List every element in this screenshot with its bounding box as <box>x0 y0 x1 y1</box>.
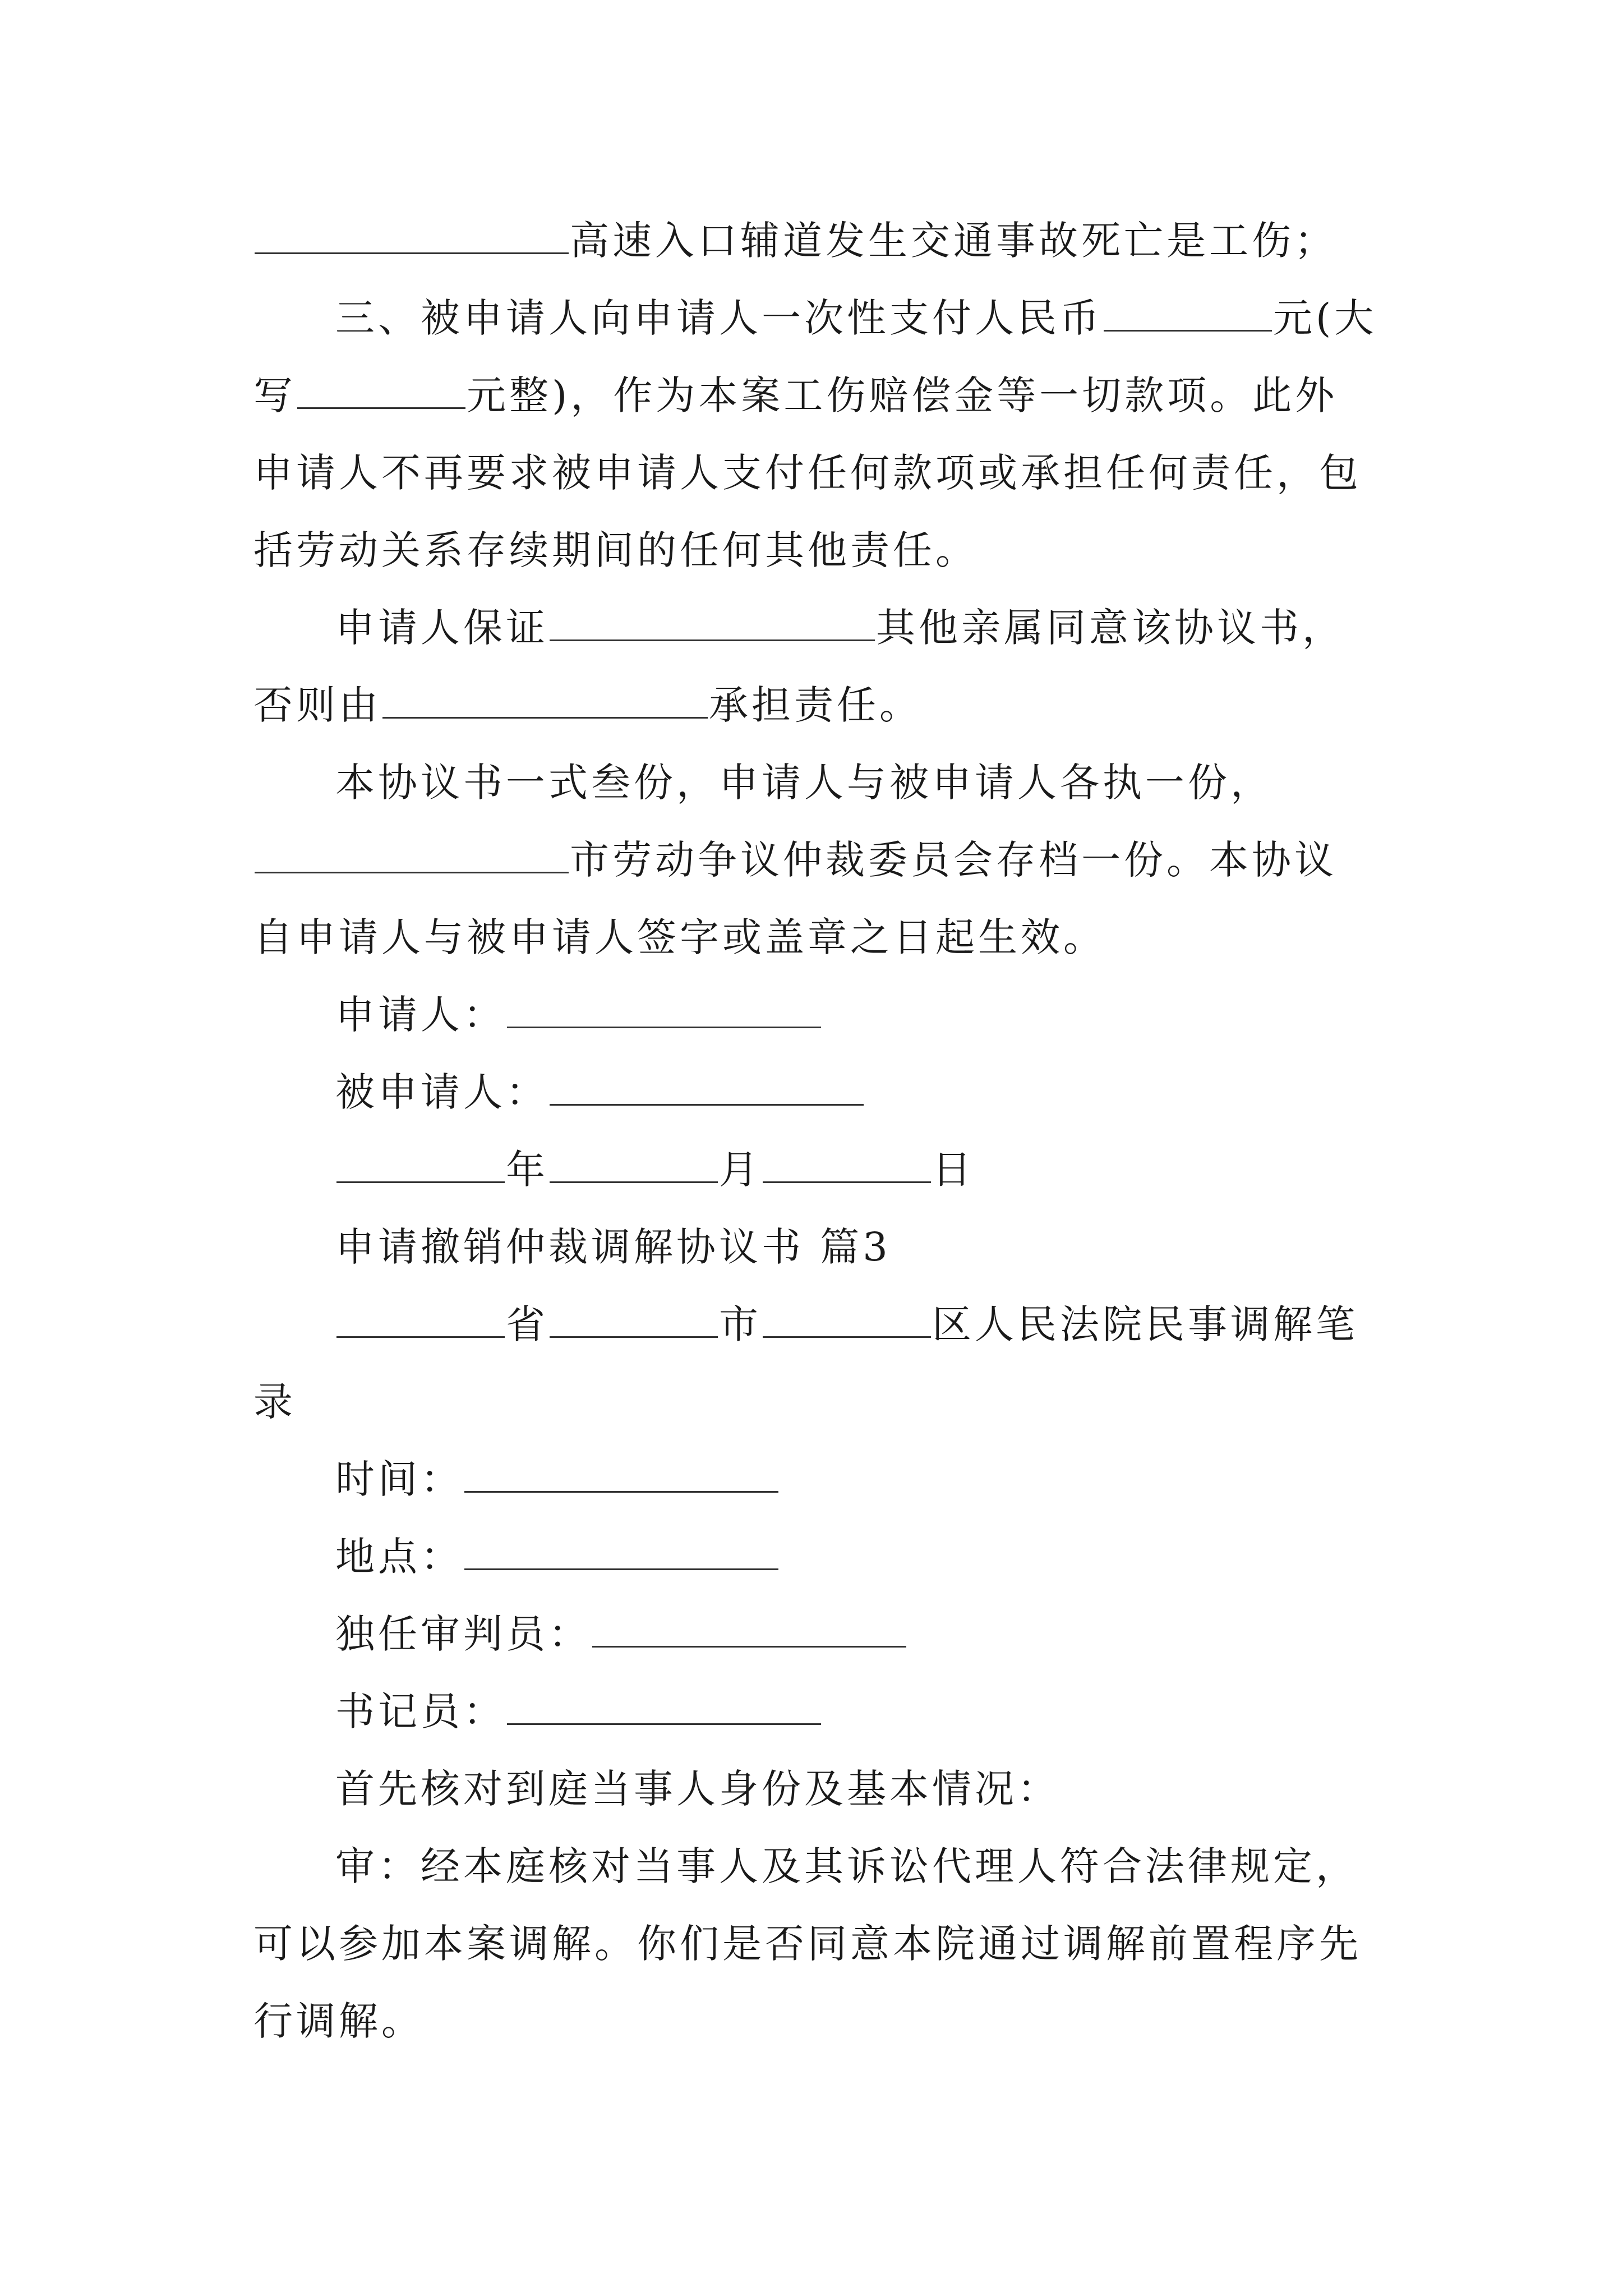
court-line: 省 市 区人民法院民事调解笔 <box>253 1286 1386 1363</box>
text-line-6: 申请人保证 其他亲属同意该协议书， <box>253 589 1386 666</box>
text-line-5: 括劳动关系存续期间的任何其他责任。 <box>253 527 978 573</box>
blank-amount-uppercase[interactable] <box>297 364 465 409</box>
text-line-3: 写 元整)，作为本案工伤赔偿金等一切款项。此外 <box>253 357 1386 434</box>
place-line: 地点： <box>253 1518 1386 1595</box>
text-line-1: 高速入口辅道发生交通事故死亡是工伤； <box>253 202 1386 279</box>
blank-location[interactable] <box>255 209 569 254</box>
text-line-2: 三、被申请人向申请人一次性支付人民币 元(大 <box>253 279 1386 357</box>
blank-year[interactable] <box>336 1138 505 1183</box>
blank-clerk[interactable] <box>507 1680 821 1725</box>
blank-liable-party[interactable] <box>382 673 708 719</box>
clerk-line: 书记员： <box>253 1673 1386 1750</box>
blank-city[interactable] <box>255 828 569 873</box>
text-line-4: 申请人不再要求被申请人支付任何款项或承担任何责任，包 <box>253 450 1362 496</box>
section-heading: 申请撤销仲裁调解协议书 篇3 <box>335 1224 891 1270</box>
blank-judge[interactable] <box>592 1602 906 1648</box>
blank-province[interactable] <box>336 1292 505 1338</box>
blank-court-city[interactable] <box>550 1292 718 1338</box>
text-line-7: 否则由 承担责任。 <box>253 666 1386 744</box>
respondent-line: 被申请人： <box>253 1053 1386 1131</box>
text-line-16: 录 <box>253 1379 296 1425</box>
text-line-21: 首先核对到庭当事人身份及基本情况： <box>335 1766 1060 1812</box>
text-line-24: 行调解。 <box>253 1998 424 2044</box>
blank-month[interactable] <box>550 1138 718 1183</box>
time-line: 时间： <box>253 1441 1386 1518</box>
text-line-9: 市劳动争议仲裁委员会存档一份。本协议 <box>253 821 1386 899</box>
applicant-line: 申请人： <box>253 976 1386 1053</box>
text-line-10: 自申请人与被申请人签字或盖章之日起生效。 <box>253 914 1106 960</box>
blank-applicant[interactable] <box>507 983 821 1028</box>
text-line-23: 可以参加本案调解。你们是否同意本院通过调解前置程序先 <box>253 1921 1362 1967</box>
text-line-8: 本协议书一式叁份，申请人与被申请人各执一份， <box>335 760 1273 806</box>
blank-district[interactable] <box>763 1292 931 1338</box>
blank-place[interactable] <box>464 1525 778 1570</box>
blank-amount[interactable] <box>1104 286 1272 332</box>
blank-time[interactable] <box>464 1447 778 1493</box>
judge-line: 独任审判员： <box>253 1595 1386 1673</box>
blank-respondent[interactable] <box>550 1060 864 1106</box>
date-line: 年 月 日 <box>253 1131 1386 1208</box>
text-line-22: 审：经本庭核对当事人及其诉讼代理人符合法律规定， <box>335 1843 1358 1889</box>
blank-day[interactable] <box>763 1138 931 1183</box>
blank-guarantor[interactable] <box>550 596 875 641</box>
